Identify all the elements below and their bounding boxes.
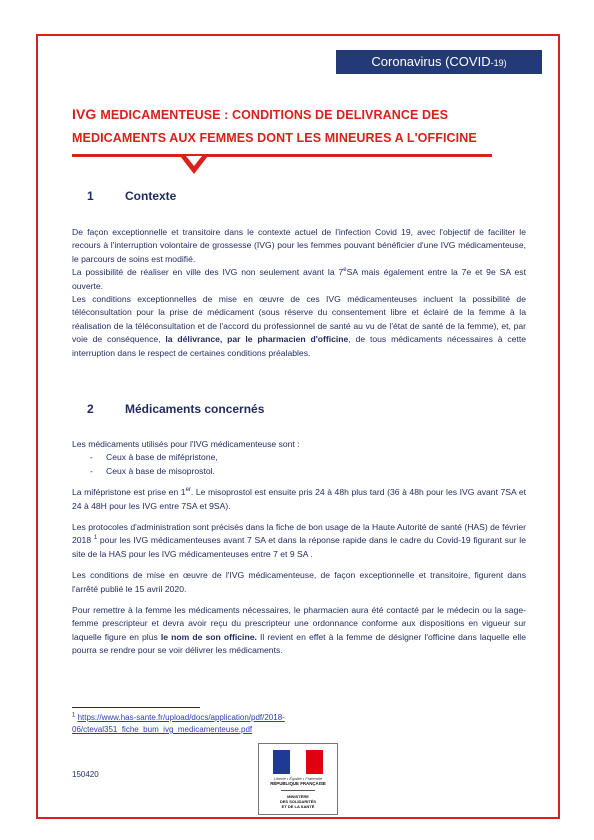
- title-line2: MEDICAMENTS AUX FEMMES DONT LES MINEURES A L'OFFICINE: [72, 131, 477, 145]
- logo-ministry: MINISTÈRE DES SOLIDARITÉS ET DE LA SANTÉ: [279, 794, 317, 809]
- context-paragraph-1: De façon exceptionnelle et transitoire dans le contexte actuel de l'infection Covid 19, avec l'objectif de faciliter le recours à l'interruption volontaire de grossesse (IVG) pour les femmes pouvant bénéficier d'une IVG médicamenteuse, le parcours de soins est modifié.: [72, 227, 526, 264]
- footnote: $^1$ https://www.has-sante.fr/upload/docs/application/pdf/2018-06/cteval351_fiche_bum_ivg_medicamenteuse.pdf: [72, 712, 285, 734]
- footnote-rule: [72, 707, 200, 708]
- meds-intro: Les médicaments utilisés pour l'IVG médicamenteuse sont :: [72, 439, 300, 449]
- meds-paragraph-4: Pour remettre à la femme les médicaments nécessaires, le pharmacien aura été contacté par le médecin ou la sage-femme prescripteur et devra avoir reçu du prescripteur une ordonnance conforme aux dispositions en vigueur sur laquelle figure en plus le nom de son officine. Il revient en effet à la femme de désigner l'officine dans laquelle elle pourra se rendre pour se voir délivrer les médicaments.: [72, 605, 527, 656]
- list-item: - Ceux à base de mifépristone,: [72, 451, 526, 464]
- marianne-flag-icon: [273, 750, 323, 774]
- context-body: [72, 226, 526, 360]
- page-border: [36, 34, 560, 819]
- context-paragraph-2: La possibilité de réaliser en ville des IVG non seulement avant la 7eSA mais également entre la 7e et 9e SA est ouverte.: [72, 267, 526, 291]
- medicaments-body: [72, 438, 526, 658]
- ministry-logo: [258, 743, 338, 815]
- meds-paragraph-3: Les conditions de mise en œuvre de l'IVG médicamenteuse, de façon exceptionnelle et transitoire, figurent dans l'arrêté publié le 15 avril 2020.: [72, 570, 526, 594]
- covid-banner: Coronavirus (COVID-19): [336, 50, 542, 74]
- section-heading-contexte: 1 Contexte: [87, 189, 177, 203]
- document-title: [72, 103, 542, 150]
- meds-paragraph-2: Les protocoles d'administration sont précisés dans la fiche de bon usage de la Haute Autorité de santé (HAS) de février 2018 $^1$ pour les IVG médicamenteuses avant 7 SA et dans la réponse rapide dans le cadre du Covid-19 figurant sur le site de la HAS pour les IVG médicamenteuses entre 7 et 9 SA .: [72, 522, 526, 559]
- title-speech-notch-inner: [186, 156, 202, 166]
- logo-republic: RÉPUBLIQUE FRANÇAISE: [270, 781, 326, 786]
- footnote-link[interactable]: https://www.has-sante.fr/upload/docs/application/pdf/2018-06/cteval351_fiche_bum_ivg_medicamenteuse.pdf: [72, 713, 285, 734]
- meds-list: [72, 451, 526, 478]
- logo-separator: [281, 790, 315, 791]
- title-ivg: IVG: [72, 106, 101, 122]
- logo-motto: Liberté • Égalité • Fraternité: [273, 776, 323, 781]
- meds-paragraph-1: La mifépristone est prise en 1er. Le misoprostol est ensuite pris 24 à 48h plus tard (36 à 48h pour les IVG avant 7SA et 24 à 48H pour les IVG entre 7SA et 9SA).: [72, 487, 527, 511]
- section-heading-medicaments: 2 Médicaments concernés: [87, 402, 265, 416]
- context-paragraph-3: Les conditions exceptionnelles de mise en œuvre de ces IVG médicamenteuses incluent la possibilité de téléconsultation pour la prise de médicament (sous réserve du consentement libre et éclairé de la femme à la réalisation de la téléconsultation et de l'accord du professionnel de santé au vu de l'état de santé de la femme), et, par voie de conséquence, la délivrance, par le pharmacien d'officine, de tous médicaments nécessaires à cette interruption dans le respect de certaines conditions préalables.: [72, 294, 526, 358]
- list-item: - Ceux à base de misoprostol.: [72, 465, 526, 478]
- document-number: 150420: [72, 770, 99, 779]
- title-line1: MEDICAMENTEUSE : CONDITIONS DE DELIVRANCE DES: [100, 108, 449, 122]
- title-underline: [72, 154, 492, 157]
